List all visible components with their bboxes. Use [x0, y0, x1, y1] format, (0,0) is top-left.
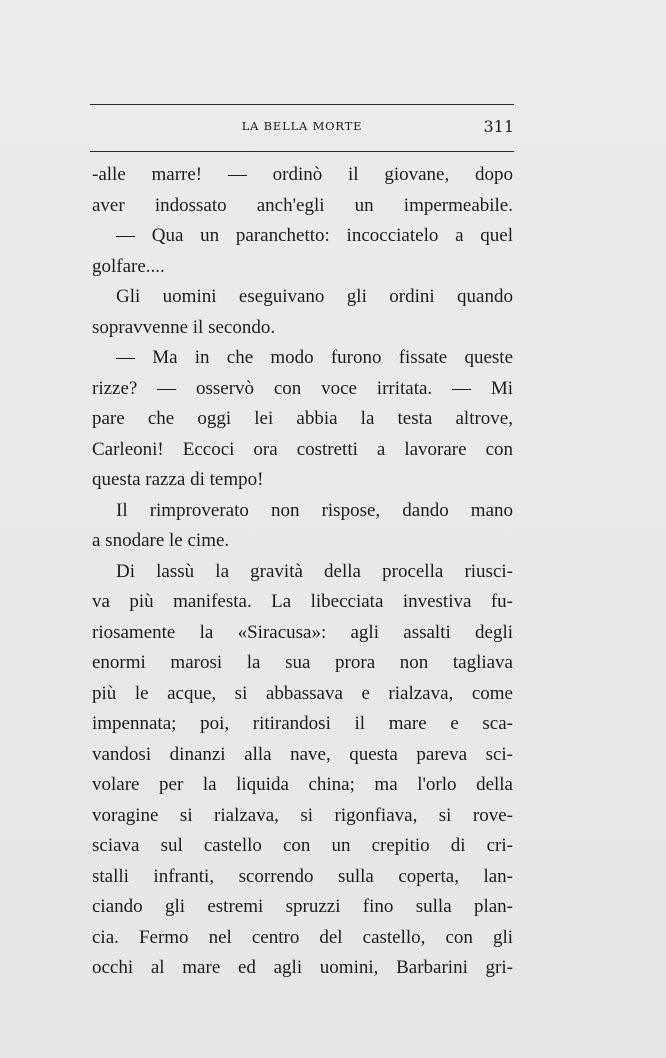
text-line: vandosi dinanzi alla nave, questa pareva sci- — [92, 743, 513, 765]
text-line: a snodare le cime. — [92, 530, 230, 551]
page-header — [90, 117, 514, 139]
text-line: stalli infranti, scorrendo sulla coperta, lan- — [92, 865, 513, 887]
text-line: Il rimproverato non rispose, dando mano — [116, 499, 513, 521]
text-line: sciava sul castello con un crepitio di cri- — [92, 835, 513, 856]
text-line: impennata; poi, ritirandosi il mare e sca- — [92, 713, 513, 734]
text-line: cia. Fermo nel centro del castello, con gli — [92, 926, 513, 948]
running-title: LA BELLA MORTE — [241, 119, 363, 133]
text-line: Gli uomini eseguivano gli ordini quando — [116, 286, 513, 307]
header-bottom-rule — [90, 151, 514, 152]
text-line: — Qua un paranchetto: incocciatelo a quel — [116, 225, 513, 246]
text-line: sopravvenne il secondo. — [92, 316, 276, 338]
page-number: 311 — [483, 117, 514, 136]
text-line: -alle marre! — ordinò il giovane, dopo — [92, 164, 513, 185]
text-line: — Ma in che modo furono fissate queste — [116, 347, 513, 368]
text-line: questa razza di tempo! — [92, 469, 264, 490]
header-top-rule — [90, 104, 514, 105]
text-line: pare che oggi lei abbia la testa altrove, — [92, 408, 513, 429]
text-line: riosamente la «Siracusa»: agli assalti degli — [92, 621, 513, 643]
text-line: golfare.... — [92, 255, 165, 277]
text-line: Di lassù la gravità della procella riusci- — [116, 560, 513, 582]
text-line: enormi marosi la sua prora non tagliava — [92, 652, 513, 673]
text-line: aver indossato anch'egli un impermeabile. — [92, 194, 513, 216]
text-line: Carleoni! Eccoci ora costretti a lavorare con — [92, 438, 513, 460]
text-line: va più manifesta. La libecciata investiva fu- — [92, 591, 513, 612]
text-line: più le acque, si abbassava e rialzava, come — [92, 682, 513, 704]
text-line: occhi al mare ed agli uomini, Barbarini gri- — [92, 957, 513, 978]
text-line: rizze? — osservò con voce irritata. — Mi — [92, 377, 513, 399]
text-line: volare per la liquida china; ma l'orlo della — [92, 774, 513, 795]
body-text — [92, 160, 513, 984]
text-line: ciando gli estremi spruzzi fino sulla plan- — [92, 896, 513, 917]
text-line: voragine si rialzava, si rigonfiava, si rove- — [92, 804, 513, 826]
